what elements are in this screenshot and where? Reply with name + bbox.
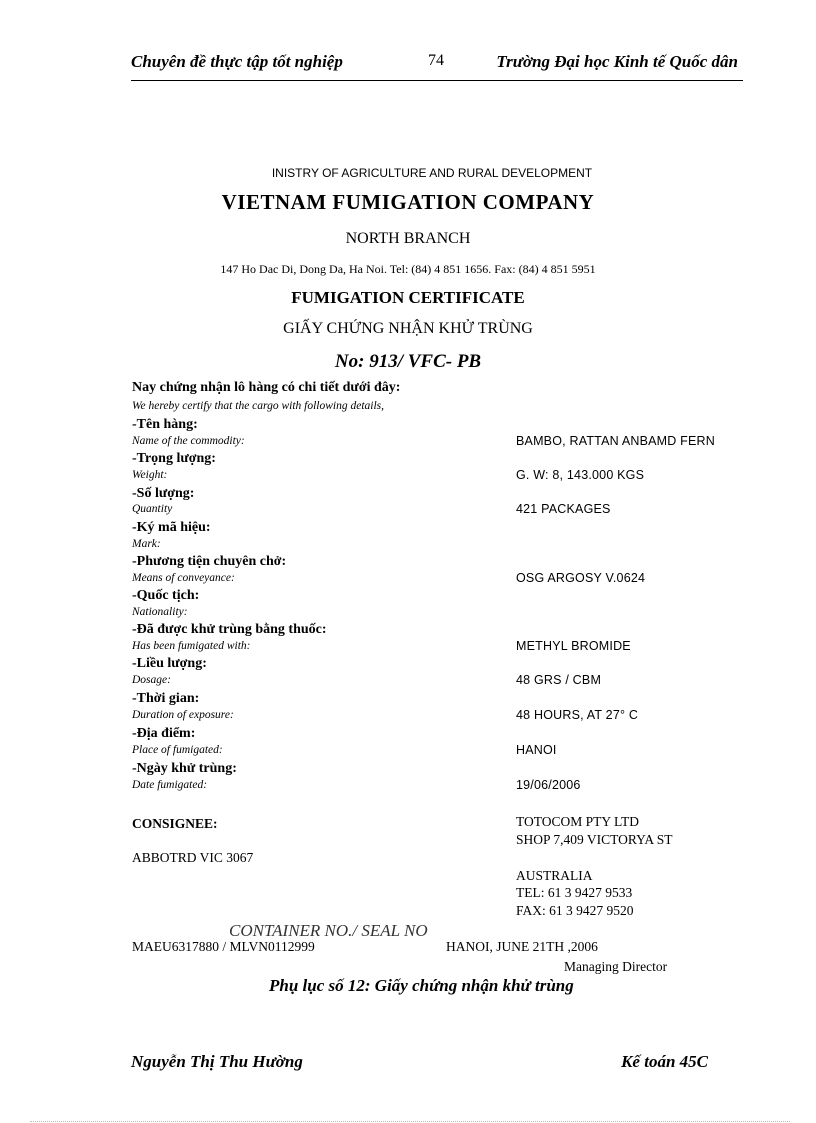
field-label-vn: -Quốc tịch:	[132, 588, 200, 603]
field-label-en: Quantity	[132, 503, 173, 515]
field-value: G. W: 8, 143.000 KGS	[516, 468, 645, 482]
field-label-vn: -Địa điểm:	[132, 726, 196, 741]
company-address: 147 Ho Dac Di, Dong Da, Ha Noi. Tel: (84) 4 851 1656. Fax: (84) 4 851 5951	[220, 262, 596, 276]
field-label-en: Means of conveyance:	[132, 572, 235, 584]
field-label-vn: -Ngày khử trùng:	[132, 761, 237, 776]
field-value: OSG ARGOSY V.0624	[516, 571, 646, 585]
field-label-en: Name of the commodity:	[132, 435, 245, 447]
field-value: 421 PACKAGES	[516, 502, 611, 516]
company-name: VIETNAM FUMIGATION COMPANY	[221, 190, 595, 214]
consignee-name: TOTOCOM PTY LTD	[516, 814, 640, 829]
field-label-vn: -Trọng lượng:	[132, 451, 216, 466]
field-label-vn: -Tên hàng:	[132, 417, 198, 432]
field-value: BAMBO, RATTAN ANBAMD FERN	[516, 434, 716, 448]
field-label-vn: -Số lượng:	[132, 486, 195, 501]
consignee-tel: TEL: 61 3 9427 9533	[516, 885, 633, 900]
page-edge-rule	[30, 1121, 790, 1122]
consignee-city: ABBOTRD VIC 3067	[132, 850, 254, 865]
consignee-street: SHOP 7,409 VICTORYA ST	[516, 832, 673, 847]
container-value: MAEU6317880 / MLVN0112999	[132, 939, 315, 954]
consignee-label: CONSIGNEE:	[132, 816, 218, 831]
consignee-country: AUSTRALIA	[516, 868, 593, 883]
field-label-en: Has been fumigated with:	[132, 640, 251, 652]
field-label-vn: -Ký mã hiệu:	[132, 520, 211, 535]
field-value: 48 GRS / CBM	[516, 673, 602, 687]
field-label-en: Mark:	[132, 538, 161, 550]
header-right: Trường Đại học Kinh tế Quốc dân	[496, 52, 738, 71]
container-label: CONTAINER NO./ SEAL NO	[229, 921, 428, 940]
field-value: METHYL BROMIDE	[516, 639, 631, 653]
consignee-fax: FAX: 61 3 9427 9520	[516, 903, 634, 918]
signer-title: Managing Director	[564, 959, 668, 974]
intro-vn: Nay chứng nhận lô hàng có chi tiết dưới đây:	[132, 380, 401, 395]
field-label-vn: -Thời gian:	[132, 691, 200, 706]
footer-author: Nguyễn Thị Thu Hường	[131, 1052, 303, 1071]
certificate-title-vn: GIẤY CHỨNG NHẬN KHỬ TRÙNG	[283, 320, 533, 337]
field-value: 19/06/2006	[516, 778, 581, 792]
intro-en: We hereby certify that the cargo with following details,	[132, 400, 385, 412]
field-value: 48 HOURS, AT 27° C	[516, 708, 639, 722]
field-value: HANOI	[516, 743, 557, 757]
field-label-en: Duration of exposure:	[132, 709, 234, 721]
field-label-en: Place of fumigated:	[132, 744, 223, 756]
branch-name: NORTH BRANCH	[345, 230, 471, 247]
ministry-line: INISTRY OF AGRICULTURE AND RURAL DEVELOPMENT	[271, 166, 593, 180]
field-label-vn: -Phương tiện chuyên chở:	[132, 554, 287, 569]
page-number: 74	[428, 52, 444, 69]
certificate-title-en: FUMIGATION CERTIFICATE	[291, 288, 525, 307]
field-label-en: Date fumigated:	[132, 779, 208, 791]
place-date: HANOI, JUNE 21TH ,2006	[446, 939, 598, 954]
field-label-en: Dosage:	[132, 674, 171, 686]
field-label-en: Weight:	[132, 469, 168, 481]
header-rule	[131, 80, 743, 81]
field-label-en: Nationality:	[132, 606, 188, 618]
appendix-caption: Phụ lục số 12: Giấy chứng nhận khử trùng	[269, 976, 574, 995]
footer-class: Kế toán 45C	[621, 1052, 708, 1071]
field-label-vn: -Đã được khử trùng bằng thuốc:	[132, 622, 327, 637]
header-left: Chuyên đề thực tập tốt nghiệp	[131, 52, 343, 71]
field-label-vn: -Liều lượng:	[132, 656, 207, 671]
certificate-number: No: 913/ VFC- PB	[334, 351, 482, 372]
